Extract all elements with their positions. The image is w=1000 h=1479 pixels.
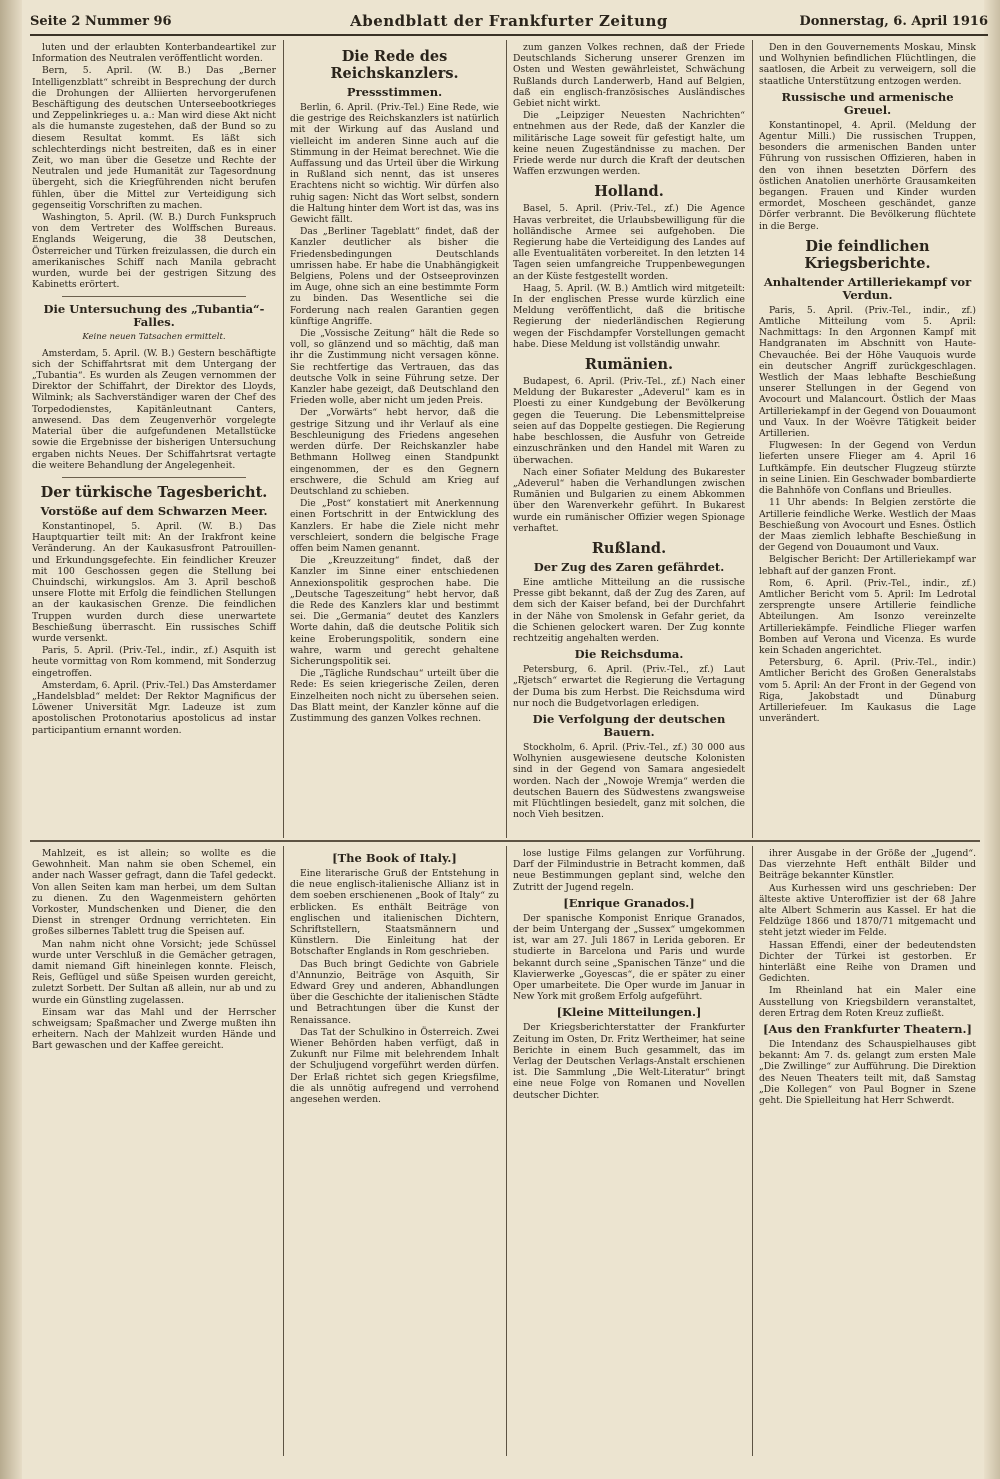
column-3 — [513, 42, 745, 836]
page-number: Seite 2 Nummer 96 — [30, 14, 172, 29]
subheadline-pressestimmen: Pressstimmen. — [346, 85, 443, 99]
article-text: Amsterdam, 5. April. (W. B.) Gestern beschäftigte sich der Schiffahrtsrat mit dem Untergang der „Tubantia“. Es wurden als Zeugen vernommen der Direktor der Schiffahrt, der Direktor des Lloyds, Wilmink; als Sachverständiger waren der Chef des Torpedodienstes, Kapitänleutnant Canters, anwesend. Das dem Zeugenverhör vorgelegte Material über die aufgefundenen Metallstücke sowie die Ergebnisse der bisherigen Untersuchung ergaben nichts Neues. Der Schiffahrtsrat vertagte die weitere Behandlung der Angelegenheit. — [32, 347, 276, 471]
feuilleton-text: Aus Kurhessen wird uns geschrieben: Der älteste aktive Unteroffizier ist der 68 Jahre alte Albert Schmerin aus Kassel. Er hat die Feldzüge 1866 und 1870/71 mitgemacht und steht jetzt wieder im Felde. — [759, 882, 976, 939]
article-text: Paris, 5. April. (Priv.-Tel., indir., zf.) Amtliche Mitteilung vom 5. April: Nachmittags: In den Argonnen Kampf mit Handgranaten im Abschnitt von Haute-Chevauchée. Bei der Höhe Vauquois wurde ein deutscher Angriff zurückgeschlagen. Westlich der Maas lebhafte Beschießung unserer Stellungen in der Gegend von Avocourt und Malancourt. Östlich der Maas Artilleriekampf in der Gegend von Douaumont und Vaux. In der Woëvre Tätigkeit beider Artillerien. — [759, 304, 976, 440]
article-text: Amsterdam, 6. April. (Priv.-Tel.) Das Amsterdamer „Handelsblad“ meldet: Der Rektor Magnificus der Löwener Universität Mgr. Ladeuze ist zum apostolischen Protonotarius apostolicus ad instar participantium ernannt worden. — [32, 679, 276, 736]
article-text: Petersburg, 6. April. (Priv.-Tel., indir.) Amtlicher Bericht des Großen Generalstabs vom 5. April: An der Front in der Gegend von Riga, Jakobstadt und Dünaburg Artilleriefeuer. Im Kaukasus die Lage unverändert. — [759, 657, 976, 725]
feuilleton-text: Mahlzeit, es ist allein; so wollte es die Gewohnheit. Man nahm sie oben Schemel, ein ander nach Wasser gefragt, dann die Tafel gedeckt. Von allen Seiten kam man herbei, um dem Sultan zu dienen. Zu den Wagenmeistern gehörten Vorkoster, Mundschenken und Diener, die den Dienst in strenger Ordnung verrichteten. Ein großes silbernes Tablett trug die Speisen auf. — [32, 848, 276, 938]
subheadline-schwarzes-meer: Vorstöße auf dem Schwarzen Meer. — [40, 503, 268, 518]
subheadline-verfolgung-bauern: Die Verfolgung der deutschen Bauern. — [532, 711, 726, 739]
article-text: Paris, 5. April. (Priv.-Tel., indir., zf.) Asquith ist heute vormittag von Rom kommend, mit Sonderzug eingetroffen. — [32, 645, 276, 679]
article-text: Die „Vossische Zeitung“ hält die Rede so voll, so glänzend und so mächtig, daß man ihr die Zustimmung nicht versagen könne. Sie rechtfertige das Vertrauen, das das deutsche Volk in seine Führung setze. Der Kanzler habe gezeigt, daß Deutschland den Frieden wolle, aber nicht um jeden Preis. — [290, 328, 499, 407]
article-text: Budapest, 6. April. (Priv.-Tel., zf.) Nach einer Meldung der Bukarester „Adeverul“ kam es in Ploesti zu einer Kundgebung der Bevölkerung gegen die Teuerung. Die Lebensmittelpreise seien auf das Doppelte gestiegen. Die Regierung habe beschlossen, die Ausfuhr von Getreide einzuschränken und den Handel mit Waren zu überwachen. — [513, 376, 745, 466]
column-1 — [32, 42, 276, 836]
headline-russland: Rußland. — [591, 539, 667, 557]
article-text: Das „Berliner Tageblatt“ findet, daß der Kanzler deutlicher als bisher die Friedensbedingungen Deutschlands umrissen habe. Er habe die Unabhängigkeit Belgiens, Polens und der Ostseeprovinzen im Auge, ohne sich an eine bestimmte Form zu binden. Das Wesentliche sei die Forderung nach realen Garantien gegen künftige Angriffe. — [290, 226, 499, 327]
column-2 — [290, 42, 499, 836]
article-text: Bern, 5. April. (W. B.) Das „Berner Intelligenzblatt“ schreibt in Besprechung der durch die Drohungen der Alliierten hervorgerufenen Beschäftigung des deutschen Unterseebootkrieges und Zeppelinkrieges u. a.: Man wird diese Akt nicht als die humanste zugestehen, daß der Bund so zu diesem Resultat kommt. Es läßt sich schlechterdings nicht bestreiten, daß es in einer Zeit, wo man über die Gesetze und Rechte der Neutralen und jede Humanität zur Tagesordnung übergeht, sich die Kriegführenden nicht berufen fühlen, über die Mittel zur Verteidigung sich gegenseitig Vorschriften zu machen. — [32, 65, 276, 211]
feuilleton-text: Einsam war das Mahl und der Herrscher schweigsam; Spaßmacher und Zwerge mußten ihn erheitern. Nach der Mahlzeit wurden Hände und Bart gewaschen und der Kaffee gereicht. — [32, 1006, 276, 1052]
column-rule — [752, 846, 753, 1456]
article-text: Haag, 5. April. (W. B.) Amtlich wird mitgeteilt: In der englischen Presse wurde kürzlich eine Meldung veröffentlicht, daß die britische Regierung der niederländischen Regierung wegen der Fischdampfer Vorstellungen gemacht habe. Diese Meldung ist vollständig unwahr. — [513, 282, 745, 350]
headline-feindliche-kriegsberichte: Die feindlichen Kriegsberichte. — [804, 237, 931, 272]
separator — [62, 477, 246, 478]
feuilleton-text: Hassan Effendi, einer der bedeutendsten Dichter der Türkei ist gestorben. Er hinterläßt eine Reihe von Dramen und Gedichten. — [759, 939, 976, 985]
feuilleton-column-4 — [759, 848, 976, 1453]
article-text: Die „Post“ konstatiert mit Anerkennung einen Fortschritt in der Entwicklung des Kanzlers. Er habe die Ziele nicht mehr verschleiert, sondern die belgische Frage offen beim Namen genannt. — [290, 498, 499, 554]
feuilleton-text: Das Buch bringt Gedichte von Gabriele d'Annunzio, Beiträge von Asquith, Sir Edward Grey und anderen, Abhandlungen über die Geschichte der italienischen Städte und Betrachtungen über die Kunst der Renaissance. — [290, 958, 499, 1026]
article-text: Konstantinopel, 5. April. (W. B.) Das Hauptquartier teilt mit: An der Irakfront keine Veränderung. An der Kaukasusfront Patrouillen- und Erkundungsgefechte. Ein feindlicher Kreuzer mit 100 Geschossen gegen die Stellung bei Chuindschi, wirkungslos. Am 3. April beschoß unsere Flotte mit Erfolg die feindlichen Stellungen an der kaukasischen Grenze. Die feindlichen Truppen wurden durch diese unerwartete Beschießung überrascht. Ein russisches Schiff wurde versenkt. — [32, 520, 276, 644]
article-text: zum ganzen Volkes rechnen, daß der Friede Deutschlands Sicherung unserer Grenzen im Osten und Westen gewährleistet, Schwächung Rußlands durch Landerwerb, Hand auf Belgien, daß ein englisch-französisches Ausländisches Gebiet nicht wirkt. — [513, 42, 745, 110]
headline-rumaenien: Rumänien. — [584, 356, 674, 374]
feuilleton-column-2 — [290, 848, 499, 1453]
article-text: Berlin, 6. April. (Priv.-Tel.) Eine Rede, wie die gestrige des Reichskanzlers ist natürlich mit der Wirkung auf das Ausland und vielleicht im anderen Sinne auch auf die Stimmung in der Heimat berechnet. Wie die Auffassung und das Urteil über die Wirkung in Rußland sich nennt, das ist unseres Erachtens nicht so wichtig. Wir dürfen also ruhig sagen: Nicht das Wort selbst, sondern die Haltung hinter dem Wort ist das, was ins Gewicht fällt. — [290, 102, 499, 226]
feuilleton-text: Man nahm nicht ohne Vorsicht; jede Schüssel wurde unter Verschluß in die Gemächer getragen, damit niemand Gift hineinlegen konnte. Fleisch, Reis, Geflügel und süße Speisen wurden gereicht, zuletzt Sorbett. Der Sultan aß allein, nur ab und zu wurde ein Günstling zugelassen. — [32, 938, 276, 1006]
column-rule — [506, 846, 507, 1456]
feuilleton-column-3 — [513, 848, 745, 1453]
notice-title-kleine-mitteilungen: [Kleine Mitteilungen.] — [556, 1005, 702, 1020]
column-4 — [759, 42, 976, 836]
column-rule — [506, 40, 507, 838]
feuilleton-text: ihrer Ausgabe in der Größe der „Jugend“. Das vierzehnte Heft enthält Bilder und Beiträge bekannter Künstler. — [759, 848, 976, 882]
article-text: Die „Kreuzzeitung“ findet, daß der Kanzler im Sinne einer entschiedenen Annexionspolitik gesprochen habe. Die „Deutsche Tageszeitung“ hebt hervor, daß die Rede des Kanzlers klar und bestimmt sei. Die „Germania“ deutet des Kanzlers Worte dahin, daß die deutsche Politik sich keine Eroberungspolitik, sondern eine wahre, warm und gerecht gehaltene Sicherungspolitik sei. — [290, 555, 499, 667]
feuilleton-divider — [30, 840, 980, 842]
article-text: Konstantinopel, 4. April. (Meldung der Agentur Milli.) Die russischen Truppen, besonders die armenischen Banden unter Führung von russischen Offizieren, haben in den von ihnen besetzten Dörfern des östlichen Anatolien unerhörte Grausamkeiten begangen. Frauen und Kinder wurden ermordet, Moscheen geschändet, ganze Dörfer verbrannt. Die Bevölkerung flüchtete in die Berge. — [759, 119, 976, 232]
article-text: Stockholm, 6. April. (Priv.-Tel., zf.) 30 000 aus Wolhynien ausgewiesene deutsche Kolonisten sind in der Gegend von Samara angesiedelt worden. Nach der „Nowoje Wremja“ werden die deutschen Bauern des Südwestens zwangsweise mit Flüchtlingen besiedelt, ganz mit solchen, die noch Vieh besitzen. — [513, 741, 745, 821]
feuilleton-text: lose lustige Films gelangen zur Vorführung. Darf der Filmindustrie in Betracht kommen, daß neue Bestimmungen geplant sind, welche den Zutritt der Jugend regeln. — [513, 848, 745, 893]
page-edge-right — [984, 0, 1000, 1479]
subheadline-tubantia: Keine neuen Tatsachen ermittelt. — [82, 332, 226, 343]
newspaper-title: Abendblatt der Frankfurter Zeitung — [350, 12, 668, 30]
article-text: Die „Tägliche Rundschau“ urteilt über die Rede: Es seien kriegerische Zeilen, deren Einzelheiten noch nicht zu übersehen seien. Das Blatt meint, der Kanzler könne auf die Zustimmung des ganzen Volkes rechnen. — [290, 668, 499, 724]
feuilleton-text: Das Tat der Schulkino in Österreich. Zwei Wiener Behörden haben verfügt, daß in Zukunft nur Filme mit belehrendem Inhalt der Schuljugend vorgeführt werden dürfen. Der Erlaß richtet sich gegen Kriegsfilme, die als unnötig aufregend und verrohend angesehen werden. — [290, 1026, 499, 1106]
feuilleton-text: Der Kriegsberichterstatter der Frankfurter Zeitung im Osten, Dr. Fritz Wertheimer, hat seine Berichte in einem Buch gesammelt, das im Verlag der Deutschen Verlags-Anstalt erschienen ist. Die Sammlung „Die Welt-Literatur“ bringt eine neue Folge von Romanen und Novellen deutscher Dichter. — [513, 1022, 745, 1101]
article-text: Petersburg, 6. April. (Priv.-Tel., zf.) Laut „Rjetsch“ erwartet die Regierung die Vertagung der Duma bis zum Herbst. Die Reichsduma wird nur noch die Budgetvorlagen erledigen. — [513, 664, 745, 709]
article-text: Flugwesen: In der Gegend von Verdun lieferten unsere Flieger am 4. April 16 Luftkämpfe. Ein deutscher Flugzeug stürzte in seine Linien. Ein Geschwader bombardierte die Bahnhöfe von Conflans und Brieulles. — [759, 440, 976, 497]
feuilleton-text: Im Rheinland hat ein Maler eine Ausstellung von Kriegsbildern veranstaltet, deren Ertrag dem Roten Kreuz zufließt. — [759, 985, 976, 1019]
feuilleton-text: Der spanische Komponist Enrique Granados, der beim Untergang der „Sussex“ umgekommen ist, war am 27. Juli 1867 in Lerida geboren. Er studierte in Barcelona und Paris und wurde bekannt durch seine „Spanischen Tänze“ und die Klavierwerke „Goyescas“, die er später zu einer Oper umarbeitete. Die Oper wurde im Januar in New York mit großem Erfolg aufgeführt. — [513, 912, 745, 1003]
feuilleton-text: Eine literarische Gruß der Entstehung in die neue englisch-italienische Allianz ist in dem soeben erschienenen „Book of Italy“ zu erblicken. Es enthält Beiträge von englischen und italienischen Dichtern, Schriftstellern, Staatsmännern und Künstlern. Die Einleitung hat der Botschafter Englands in Rom geschrieben. — [290, 868, 499, 958]
article-text: Rom, 6. April. (Priv.-Tel., indir., zf.) Amtlicher Bericht vom 5. April: Im Ledrotal zersprengte unsere Artillerie feindliche Abteilungen. Am Isonzo vereinzelte Artilleriekämpfe. Feindliche Flieger warfen Bomben auf Verona und Vicenza. Es wurde kein Schaden angerichtet. — [759, 577, 976, 656]
article-text: Basel, 5. April. (Priv.-Tel., zf.) Die Agence Havas verbreitet, die Urlaubsbewilligung für die holländische Armee sei aufgehoben. Die Regierung habe die Verteidigung des Landes auf alle Eventualitäten vorbereitet. In den letzten 14 Tagen seien umfangreiche Truppenbewegungen an der Küste festgestellt worden. — [513, 203, 745, 282]
page-header — [30, 8, 988, 36]
notice-title-granados: [Enrique Granados.] — [563, 895, 695, 910]
article-text: Belgischer Bericht: Der Artilleriekampf war lebhaft auf der ganzen Front. — [759, 554, 976, 577]
article-text: Nach einer Sofiater Meldung des Bukarester „Adeverul“ haben die Verhandlungen zwischen Rumänien und Bulgarien zu einem Abkommen über den Warenverkehr geführt. In Bukarest wurde ein rumänischer Offizier wegen Spionage verhaftet. — [513, 466, 745, 534]
binding-edge — [0, 0, 22, 1479]
article-text: luten und der erlaubten Konterbandeartikel zur Information des Neutralen veröffentlicht worden. — [32, 42, 276, 65]
notice-title-frankfurter-theater: [Aus den Frankfurter Theatern.] — [763, 1022, 972, 1037]
feuilleton-column-1 — [32, 848, 276, 1453]
article-text: 11 Uhr abends: In Belgien zerstörte die Artillerie feindliche Werke. Westlich der Maas Beschießung von Avocourt und Esnes. Östlich der Maas ziemlich lebhafte Beschießung in der Gegend von Douaumont und Vaux. — [759, 497, 976, 554]
feuilleton-text: Die Intendanz des Schauspielhauses gibt bekannt: Am 7. ds. gelangt zum ersten Male „Die Zwillinge“ zur Aufführung. Die Direktion des Neuen Theaters teilt mit, daß Samstag „Die Kollegen“ von Paul Bogner in Szene geht. Die Spielleitung hat Herr Schwerdt. — [759, 1039, 976, 1107]
headline-holland: Holland. — [594, 183, 664, 201]
article-text: Den in den Gouvernements Moskau, Minsk und Wolhynien befindlichen Flüchtlingen, die saatlosen, die Arbeit zu verweigern, soll die staatliche Unterstützung entzogen werden. — [759, 42, 976, 87]
column-rule — [283, 846, 284, 1456]
article-text: Eine amtliche Mitteilung an die russische Presse gibt bekannt, daß der Zug des Zaren, auf dem sich der Kaiser befand, bei der Durchfahrt in der Nähe von Smolensk in Gefahr geriet, da die Schienen gelockert waren. Der Zug konnte rechtzeitig angehalten werden. — [513, 576, 745, 644]
headline-rede-reichskanzler: Die Rede des Reichskanzlers. — [330, 48, 459, 82]
subheadline-reichsduma: Die Reichsduma. — [574, 647, 684, 662]
column-rule — [283, 40, 284, 838]
article-text: Der „Vorwärts“ hebt hervor, daß die gestrige Sitzung und ihr Verlauf als eine Beschleunigung des Friedens angesehen werden dürfe. Der Reichskanzler habe Bethmann Hollweg einen Standpunkt eingenommen, der es den Gegnern erschwere, die Schuld am Krieg auf Deutschland zu schieben. — [290, 407, 499, 497]
notice-title-book-of-italy: [The Book of Italy.] — [332, 851, 457, 865]
subheadline-zug-des-zaren: Der Zug des Zaren gefährdet. — [533, 559, 725, 574]
separator — [62, 296, 246, 297]
subheadline-verdun: Anhaltender Artilleriekampf vor Verdun. — [763, 274, 972, 302]
article-text: Die „Leipziger Neuesten Nachrichten“ entnehmen aus der Rede, daß der Kanzler die militärische Lage soweit für gefestigt halte, um keine neuen Zugeständnisse zu machen. Der Friede werde nur durch die Kraft der deutschen Waffen erzwungen werden. — [513, 110, 745, 178]
column-rule — [752, 40, 753, 838]
issue-date: Donnerstag, 6. April 1916 — [799, 14, 988, 29]
article-text: Washington, 5. April. (W. B.) Durch Funkspruch von dem Vertreter des Wolffschen Bureaus. Englands Weigerung, die 38 Deutschen, Österreicher und Türken freizulassen, die durch ein amerikanisches Schiff nach Manila gebracht wurden, wurde bei der gestrigen Sitzung des Kabinetts erörtert. — [32, 212, 276, 291]
headline-tuerkischer-tagesbericht: Der türkische Tagesbericht. — [40, 483, 268, 501]
headline-tubantia: Die Untersuchung des „Tubantia“-Falles. — [43, 302, 265, 330]
subheadline-greuel: Russische und armenische Greuel. — [781, 89, 954, 117]
